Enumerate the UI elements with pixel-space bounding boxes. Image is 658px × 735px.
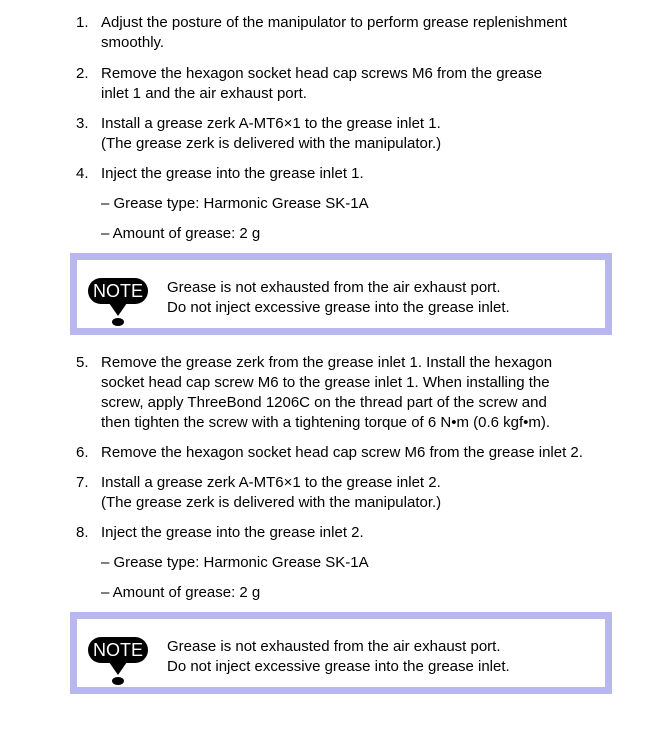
step-number: 6. xyxy=(76,444,89,461)
step-number: 5. xyxy=(76,354,89,371)
svg-text:NOTE: NOTE xyxy=(92,640,144,660)
step-text: Remove the hexagon socket head cap screws M6 from the grease inlet 1 and the air exhaust port. xyxy=(101,65,543,102)
step-text: Install a grease zerk A-MT6×1 to the grease inlet 2. (The grease zerk is delivered with the manipulator.) xyxy=(101,474,442,511)
step-text: Inject the grease into the grease inlet 1. xyxy=(101,165,364,182)
note-icon xyxy=(87,274,149,328)
step-number: 1. xyxy=(76,14,89,31)
grease-amount-item: – Amount of grease: 2 g xyxy=(101,584,261,601)
step-number: 2. xyxy=(76,65,89,82)
step-text: Remove the hexagon socket head cap screw M6 from the grease inlet 2. xyxy=(101,444,583,461)
step-number: 7. xyxy=(76,474,89,491)
grease-type-item: – Grease type: Harmonic Grease SK-1A xyxy=(101,554,369,571)
grease-amount-item: – Amount of grease: 2 g xyxy=(101,225,261,242)
step-text: Inject the grease into the grease inlet 2. xyxy=(101,524,364,541)
step-text: Remove the grease zerk from the grease inlet 1. Install the hexagon socket head cap screw M6 to the grease inlet 1. When installing the screw, apply ThreeBond 1206C on the thread part of the screw and then tighten the screw with a tightening torque of 6 N•m (0.6 kgf•m). xyxy=(101,354,553,431)
note-text: Grease is not exhausted from the air exhaust port. Do not inject excessive grease into the grease inlet. xyxy=(167,638,510,675)
step-number: 4. xyxy=(76,165,89,182)
grease-type-item: – Grease type: Harmonic Grease SK-1A xyxy=(101,195,369,212)
step-text: Adjust the posture of the manipulator to perform grease replenishment smoothly. xyxy=(101,14,568,51)
step-text: Install a grease zerk A-MT6×1 to the grease inlet 1. (The grease zerk is delivered with the manipulator.) xyxy=(101,115,442,152)
step-number: 3. xyxy=(76,115,89,132)
note-box xyxy=(70,253,612,335)
note-icon xyxy=(87,633,149,687)
step-number: 8. xyxy=(76,524,89,541)
note-text: Grease is not exhausted from the air exhaust port. Do not inject excessive grease into the grease inlet. xyxy=(167,279,510,316)
svg-text:NOTE: NOTE xyxy=(92,281,144,301)
note-box xyxy=(70,612,612,694)
